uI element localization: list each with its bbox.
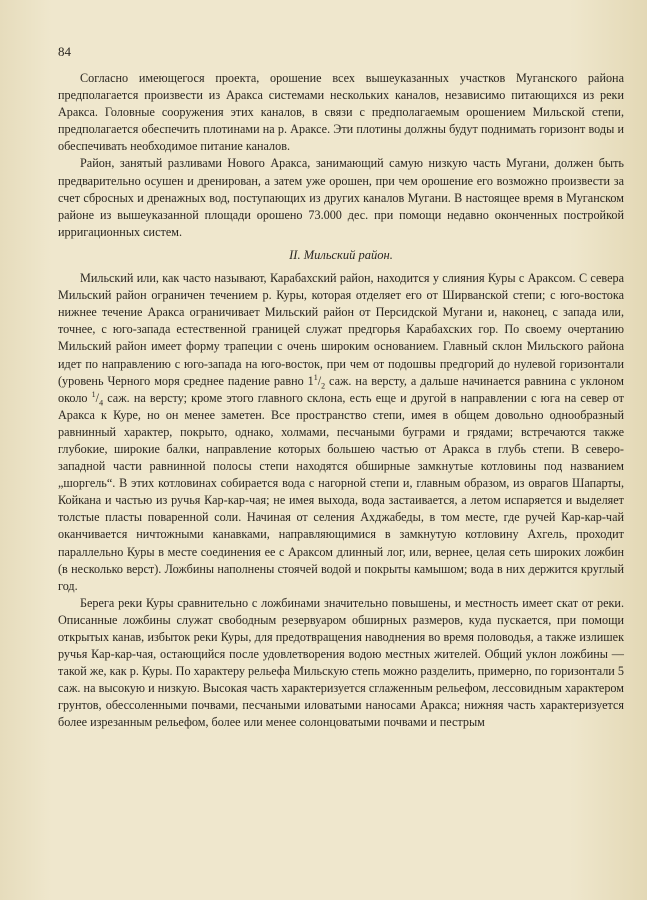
fraction-1-denominator: 2 [321, 381, 326, 391]
paragraph-kura-banks: Берега реки Куры сравнительно с ложбинами значительно повышены, и местность имеет скат от реки. Описанные ложбины служат свободным резервуаром обширных размеров, куда пускается, при помощи открытых канав, избыток реки Куры, для предотвращения наводнения во время половодья, а также излишек ручья Кар-кар-чая, остающийся после удовлетворения водою местных жителей. Общий уклон ложбины — такой же, как р. Куры. По характеру рельефа Мильскую степь можно разделить, примерно, по горизонтали 5 саж. на высокую и низкую. Высокая часть характеризуется сглаженным рельефом, лессовидным характером грунтов, обессоленными почвами, песчаными иловатыми наносами Аракса; нижняя часть характеризуется более изрезанным рельефом, более или менее солонцоватыми почвами и пестрым [58, 595, 624, 730]
fraction-1-numerator: 1 [313, 372, 318, 382]
paragraph-mil-region-text-1: Мильский или, как часто называют, Карабахский район, находится у слияния Куры с Араксом. С севера Мильский район ограничен течением р. Куры, которая отделяет его от Ширванской степи; с юго-востока нижнее течение Аракса ограничивает Мильский район от Персидской Мугани и, наконец, с запада или, точнее, с юго-запада естественной границей служат предгорья Карабахских гор. По своему очертанию Мильский район имеет форму трапеции с очень широким основанием. Главный склон Мильского района идет по направлению с юго-запада на юго-восток, при чем от подошвы предгорий до нулевой горизонтали (уровень Черного моря среднее падение равно 1 [58, 271, 624, 388]
fraction-2-numerator: 1 [91, 389, 96, 399]
paragraph-irrigation-project: Согласно имеющегося проекта, орошение всех вышеуказанных участков Муганского района предполагается произвести из Аракса системами нескольких каналов, независимо питающихся из реки Аракса. Головные сооружения этих каналов, в связи с предполагаемым орошением Мильской степи, предполагается обеспечить плотинами на р. Араксе. Эти плотины должны будут поднимать горизонт воды и обеспечивать необходимое питание каналов. [58, 71, 624, 154]
paragraph-new-araks: Район, занятый разливами Нового Аракса, занимающий самую низкую часть Мугани, должен быть предварительно осушен и дренирован, а затем уже орошен, при чем орошение его возможно произвести за счет сбросных и дренажных вод, поступающих из других каналов Мугани. В настоящее время в Муганском районе из вышеуказанной площади орошено 73.000 дес. при помощи недавно оконченных постройкой ирригационных систем. [58, 156, 624, 239]
page-content [58, 70, 624, 732]
paragraph-mil-region-text-2: саж. на версту, а дальше начинается равнина с уклоном около [58, 373, 624, 405]
paragraph-mil-region-text-3: саж. на версту; кроме этого главного склона, есть еще и другой в направлении с юга на север от Аракса к Куре, но он менее заметен. Все пространство степи, имея в общем довольно однообразный равнинный характер, покрыто, однако, холмами, песчаными буграми и грядами; встречаются также глубокие, широкие балки, направление которых большею частью от Аракса в глубь степи. В северо-западной части равнинной полосы степи находятся обширные замкнутые котловины под названием „шоргель“. В этих котловинах собирается вода с нагорной степи и, главным образом, из оврагов Шапарты, Койкана и частью из ручья Кар-кар-чая; не имея выхода, вода застаивается, а летом испаряется и выделяет толстые пласты поваренной соли. Начиная от селения Ахджабеды, в том месте, где ручей Кар-кар-чай оканчивается ничтожными канавками, направляющимися в замкнутую котловину Ахгель, проходит параллельно Куры в месте соединения ее с Араксом длинный лог, или, вернее, целая сеть широких ложбин (в несколько верст). Ложбины наполнены стоячей водой и покрыты камышом; вода в них держится круглый год. [58, 390, 624, 593]
section-title: II. Мильский район. [289, 247, 393, 262]
page-number: 84 [58, 44, 71, 59]
paragraph-mil-region: Мильский или, как часто называют, Карабахский район, находится у слияния Куры с Араксом. С севера Мильский район ограничен течением р. Куры, которая отделяет его от Ширванской степи; с юго-востока нижнее течение Аракса ограничивает Мильский район от Персидской Мугани и, наконец, с запада или, точнее, с юго-запада естественной границей служат предгорья Карабахских гор. По своему очертанию Мильский район имеет форму трапеции с очень широким основанием. Главный склон Мильского района идет по направлению с юго-запада на юго-восток, при чем от подошвы предгорий до нулевой горизонтали (уровень Черного моря среднее падение равно $1^1/_2$ саж. на версту, а дальше начинается равнина с уклоном около $^1/_4$ саж. на версту; кроме этого главного склона, есть еще и другой в направлении с юга на север от Аракса к Куре, но он менее заметен. Все пространство степи, имея в общем довольно однообразный равнинный характер, покрыто, однако, холмами, песчаными буграми и грядами; встречаются также глубокие, широкие балки, направление которых большею частью от Аракса в глубь степи. В северо-западной части равнинной полосы степи находятся обширные замкнутые котловины под названием „шоргель“. В этих котловинах собирается вода с нагорной степи и, главным образом, из оврагов Шапарты, Койкана и частью из ручья Кар-кар-чая; не имея выхода, вода застаивается, а летом испаряется и выделяет толстые пласты поваренной соли. Начиная от селения Ахджабеды, в том месте, где ручей Кар-кар-чай оканчивается ничтожными канавками, направляющимися в замкнутую котловину Ахгель, проходит параллельно Куры в месте соединения ее с Араксом длинный лог, или, вернее, целая сеть широких ложбин (в несколько верст). Ложбины наполнены стоячей водой и покрыты камышом; вода в них держится круглый год. [58, 271, 624, 593]
fraction-2-denominator: 4 [99, 398, 104, 408]
